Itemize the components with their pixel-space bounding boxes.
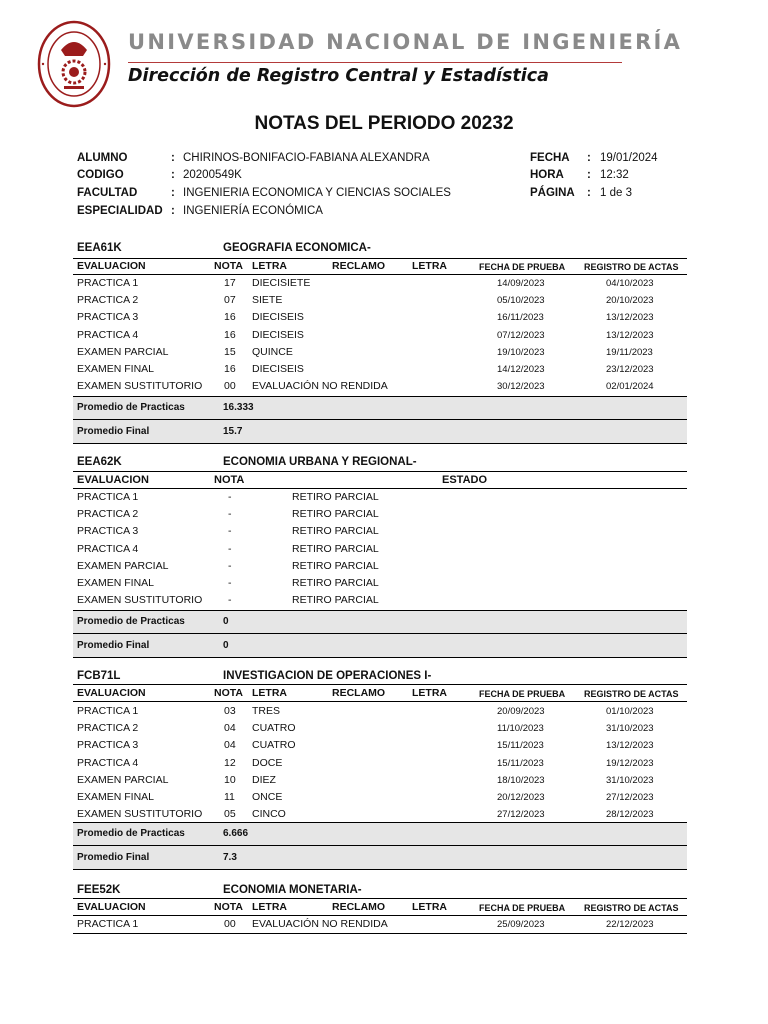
table-row: [73, 525, 687, 542]
alumno-label: ALUMNO: [77, 152, 128, 164]
table-row: [73, 543, 687, 560]
evaluacion-cell: EXAMEN PARCIAL: [77, 773, 169, 786]
table-row: [73, 757, 687, 774]
table-row: [73, 380, 687, 397]
codigo-label: CODIGO: [77, 169, 124, 181]
letra-cell: DIECISEIS: [252, 311, 304, 324]
evaluacion-cell: PRACTICA 1: [77, 918, 139, 930]
table-row: [73, 577, 687, 594]
evaluacion-cell: EXAMEN FINAL: [77, 363, 155, 375]
promedio-final-value: 0: [223, 640, 229, 651]
col-evaluacion: EVALUACION: [77, 260, 146, 272]
nota-cell: 07: [224, 294, 236, 307]
alumno-value: CHIRINOS-BONIFACIO-FABIANA ALEXANDRA: [183, 152, 430, 164]
table-row: [73, 791, 687, 808]
col-nota: NOTA: [214, 474, 245, 486]
fecha-prueba-cell: 20/12/2023: [497, 792, 545, 803]
nota-cell: 04: [224, 739, 236, 752]
estado-cell: RETIRO PARCIAL: [292, 491, 379, 503]
evaluacion-cell: EXAMEN PARCIAL: [77, 345, 169, 358]
letra-cell: EVALUACIÓN NO RENDIDA: [252, 380, 388, 393]
promedio-final-value: 7.3: [223, 852, 237, 863]
registro-actas-cell: 13/12/2023: [606, 329, 654, 341]
course-block: [73, 884, 687, 944]
hora-value: 12:32: [600, 169, 629, 181]
col-fecha-prueba: FECHA DE PRUEBA: [479, 262, 566, 272]
col-evaluacion: EVALUACION: [77, 901, 146, 913]
promedio-practicas-value: 0: [223, 616, 229, 627]
promedio-practicas-row: [73, 396, 687, 420]
nota-cell: -: [228, 594, 232, 607]
registro-actas-cell: 27/12/2023: [606, 792, 654, 803]
divider: [73, 684, 687, 685]
divider: [73, 488, 687, 489]
evaluacion-cell: PRACTICA 2: [77, 508, 139, 521]
promedio-practicas-row: [73, 822, 687, 846]
col-reclamo: RECLAMO: [332, 901, 386, 913]
course-code: FEE52K: [77, 884, 121, 896]
registro-actas-cell: 22/12/2023: [606, 919, 654, 930]
fecha-prueba-cell: 15/11/2023: [497, 740, 544, 752]
divider: [73, 274, 687, 275]
evaluacion-cell: PRACTICA 1: [77, 491, 139, 503]
registro-actas-cell: 19/11/2023: [606, 346, 653, 358]
registro-actas-cell: 20/10/2023: [606, 295, 654, 307]
estado-cell: RETIRO PARCIAL: [292, 525, 379, 538]
nota-cell: 03: [224, 705, 236, 717]
registro-actas-cell: 04/10/2023: [606, 278, 654, 289]
nota-cell: 15: [224, 345, 236, 358]
evaluacion-cell: PRACTICA 3: [77, 739, 139, 752]
col-fecha-prueba: FECHA DE PRUEBA: [479, 903, 566, 913]
evaluacion-cell: EXAMEN FINAL: [77, 577, 155, 589]
registro-actas-cell: 13/12/2023: [606, 740, 654, 752]
course-name: ECONOMIA URBANA Y REGIONAL-: [223, 456, 417, 468]
registro-actas-cell: 23/12/2023: [606, 364, 654, 375]
divider: [73, 471, 687, 472]
evaluacion-cell: EXAMEN PARCIAL: [77, 559, 169, 572]
estado-cell: RETIRO PARCIAL: [292, 508, 379, 521]
page-title: NOTAS DEL PERIODO 20232: [254, 113, 514, 134]
course-block: [73, 670, 687, 870]
facultad-label: FACULTAD: [77, 187, 138, 199]
nota-cell: 16: [224, 328, 236, 341]
registro-actas-cell: 13/12/2023: [606, 312, 654, 324]
estado-cell: RETIRO PARCIAL: [292, 594, 379, 607]
evaluacion-cell: PRACTICA 1: [77, 705, 139, 717]
nota-cell: 11: [224, 791, 235, 803]
fecha-value: 19/01/2024: [600, 152, 658, 164]
nota-cell: -: [228, 525, 232, 538]
col-nota: NOTA: [214, 687, 243, 699]
pagina-label: PÁGINA: [530, 187, 575, 199]
promedio-practicas-label: Promedio de Practicas: [77, 828, 185, 839]
col-estado: ESTADO: [442, 474, 488, 486]
course-code: EEA62K: [77, 456, 122, 468]
promedio-practicas-row: [73, 610, 687, 634]
colon: :: [587, 169, 591, 181]
col-reclamo: RECLAMO: [332, 687, 386, 699]
fecha-prueba-cell: 11/10/2023: [497, 723, 544, 735]
letra-cell: EVALUACIÓN NO RENDIDA: [252, 918, 388, 930]
promedio-final-row: [73, 846, 687, 870]
col-letra-reclamo: LETRA: [412, 901, 447, 913]
registro-actas-cell: 02/01/2024: [606, 381, 654, 393]
col-fecha-prueba: FECHA DE PRUEBA: [479, 689, 566, 699]
letra-cell: CUATRO: [252, 722, 296, 735]
evaluacion-cell: PRACTICA 3: [77, 311, 139, 324]
letra-cell: ONCE: [252, 791, 283, 803]
registro-actas-cell: 01/10/2023: [606, 706, 654, 717]
promedio-final-label: Promedio Final: [77, 640, 150, 651]
table-row: [73, 918, 687, 935]
fecha-prueba-cell: 25/09/2023: [497, 919, 545, 930]
fecha-prueba-cell: 14/12/2023: [497, 364, 545, 375]
codigo-value: 20200549K: [183, 169, 242, 181]
table-row: [73, 491, 687, 508]
col-registro-actas: REGISTRO DE ACTAS: [584, 689, 679, 699]
evaluacion-cell: EXAMEN SUSTITUTORIO: [77, 594, 203, 607]
evaluacion-cell: EXAMEN FINAL: [77, 791, 155, 803]
letra-cell: TRES: [252, 705, 281, 717]
letra-cell: DIECISEIS: [252, 363, 304, 375]
divider: [73, 701, 687, 702]
fecha-prueba-cell: 16/11/2023: [497, 312, 544, 324]
nota-cell: -: [228, 508, 232, 521]
estado-cell: RETIRO PARCIAL: [292, 542, 379, 555]
table-row: [73, 808, 687, 825]
nota-cell: 16: [224, 311, 236, 324]
nota-cell: -: [228, 559, 232, 572]
table-row: [73, 722, 687, 739]
especialidad-value: INGENIERÍA ECONÓMICA: [183, 205, 323, 217]
evaluacion-cell: PRACTICA 4: [77, 328, 139, 341]
table-row: [73, 560, 687, 577]
table-row: [73, 311, 687, 328]
letra-cell: CUATRO: [252, 739, 296, 752]
course-block: [73, 456, 687, 656]
letra-cell: DOCE: [252, 756, 283, 769]
promedio-final-row: [73, 634, 687, 658]
course-name: GEOGRAFIA ECONOMICA-: [223, 242, 371, 254]
col-letra: LETRA: [252, 260, 287, 272]
promedio-practicas-value: 16.333: [223, 402, 254, 413]
fecha-prueba-cell: 30/12/2023: [497, 381, 545, 393]
fecha-prueba-cell: 05/10/2023: [497, 295, 545, 307]
estado-cell: RETIRO PARCIAL: [292, 577, 379, 589]
nota-cell: 05: [224, 808, 236, 821]
letra-cell: DIECISEIS: [252, 328, 304, 341]
nota-cell: 04: [224, 722, 236, 735]
letra-cell: DIECISIETE: [252, 277, 311, 289]
col-registro-actas: REGISTRO DE ACTAS: [584, 903, 679, 913]
table-row: [73, 363, 687, 380]
table-row: [73, 508, 687, 525]
nota-cell: -: [228, 491, 232, 503]
pagina-value: 1 de 3: [600, 187, 632, 199]
evaluacion-cell: EXAMEN SUSTITUTORIO: [77, 808, 203, 821]
nota-cell: -: [228, 577, 232, 589]
nota-cell: 17: [224, 277, 236, 289]
divider: [73, 915, 687, 916]
colon: :: [587, 187, 591, 199]
promedio-final-label: Promedio Final: [77, 426, 150, 437]
divider: [73, 258, 687, 259]
course-block: [73, 242, 687, 442]
nota-cell: 00: [224, 918, 236, 930]
course-code: EEA61K: [77, 242, 122, 254]
fecha-prueba-cell: 14/09/2023: [497, 278, 545, 289]
col-registro-actas: REGISTRO DE ACTAS: [584, 262, 679, 272]
letra-cell: SIETE: [252, 294, 283, 307]
col-nota: NOTA: [214, 260, 243, 272]
col-evaluacion: EVALUACION: [77, 474, 149, 486]
table-row: [73, 294, 687, 311]
course-code: FCB71L: [77, 670, 121, 682]
table-row: [73, 277, 687, 294]
table-row: [73, 594, 687, 611]
table-row: [73, 774, 687, 791]
nota-cell: 16: [224, 363, 236, 375]
evaluacion-cell: PRACTICA 4: [77, 756, 139, 769]
promedio-practicas-value: 6.666: [223, 828, 249, 839]
evaluacion-cell: PRACTICA 2: [77, 722, 139, 735]
fecha-prueba-cell: 20/09/2023: [497, 706, 545, 717]
fecha-prueba-cell: 27/12/2023: [497, 809, 545, 821]
letra-cell: CINCO: [252, 808, 286, 821]
col-nota: NOTA: [214, 901, 243, 913]
nota-cell: -: [228, 542, 232, 555]
registro-actas-cell: 28/12/2023: [606, 809, 654, 821]
evaluacion-cell: PRACTICA 3: [77, 525, 139, 538]
fecha-prueba-cell: 18/10/2023: [497, 774, 545, 786]
col-letra: LETRA: [252, 687, 287, 699]
fecha-label: FECHA: [530, 152, 570, 164]
estado-cell: RETIRO PARCIAL: [292, 559, 379, 572]
col-evaluacion: EVALUACION: [77, 687, 146, 699]
table-row: [73, 329, 687, 346]
promedio-final-row: [73, 420, 687, 444]
colon: :: [171, 187, 175, 199]
promedio-final-label: Promedio Final: [77, 852, 150, 863]
table-row: [73, 739, 687, 756]
course-name: ECONOMIA MONETARIA-: [223, 884, 362, 896]
table-row: [73, 346, 687, 363]
registro-actas-cell: 31/10/2023: [606, 774, 654, 786]
fecha-prueba-cell: 07/12/2023: [497, 329, 545, 341]
col-letra-reclamo: LETRA: [412, 687, 447, 699]
letra-cell: DIEZ: [252, 773, 276, 786]
colon: :: [171, 205, 175, 217]
divider: [73, 898, 687, 899]
university-name: UNIVERSIDAD NACIONAL DE INGENIERÍA: [128, 30, 683, 54]
colon: :: [171, 169, 175, 181]
nota-cell: 10: [224, 773, 236, 786]
nota-cell: 12: [224, 756, 236, 769]
evaluacion-cell: PRACTICA 2: [77, 294, 139, 307]
course-name: INVESTIGACION DE OPERACIONES I-: [223, 670, 432, 682]
evaluacion-cell: PRACTICA 1: [77, 277, 139, 289]
hora-label: HORA: [530, 169, 564, 181]
promedio-final-value: 15.7: [223, 426, 243, 437]
promedio-practicas-label: Promedio de Practicas: [77, 402, 185, 413]
facultad-value: INGENIERIA ECONOMICA Y CIENCIAS SOCIALES: [183, 187, 451, 199]
department-name: Dirección de Registro Central y Estadística: [128, 66, 549, 86]
nota-cell: 00: [224, 380, 236, 393]
col-letra: LETRA: [252, 901, 287, 913]
col-letra-reclamo: LETRA: [412, 260, 447, 272]
registro-actas-cell: 19/12/2023: [606, 757, 654, 769]
colon: :: [171, 152, 175, 164]
especialidad-label: ESPECIALIDAD: [77, 205, 163, 217]
evaluacion-cell: PRACTICA 4: [77, 542, 139, 555]
evaluacion-cell: EXAMEN SUSTITUTORIO: [77, 380, 203, 393]
fecha-prueba-cell: 15/11/2023: [497, 757, 544, 769]
colon: :: [587, 152, 591, 164]
col-reclamo: RECLAMO: [332, 260, 386, 272]
fecha-prueba-cell: 19/10/2023: [497, 346, 545, 358]
student-info: [0, 0, 768, 230]
registro-actas-cell: 31/10/2023: [606, 723, 654, 735]
table-row: [73, 705, 687, 722]
promedio-practicas-label: Promedio de Practicas: [77, 616, 185, 627]
letra-cell: QUINCE: [252, 345, 293, 358]
